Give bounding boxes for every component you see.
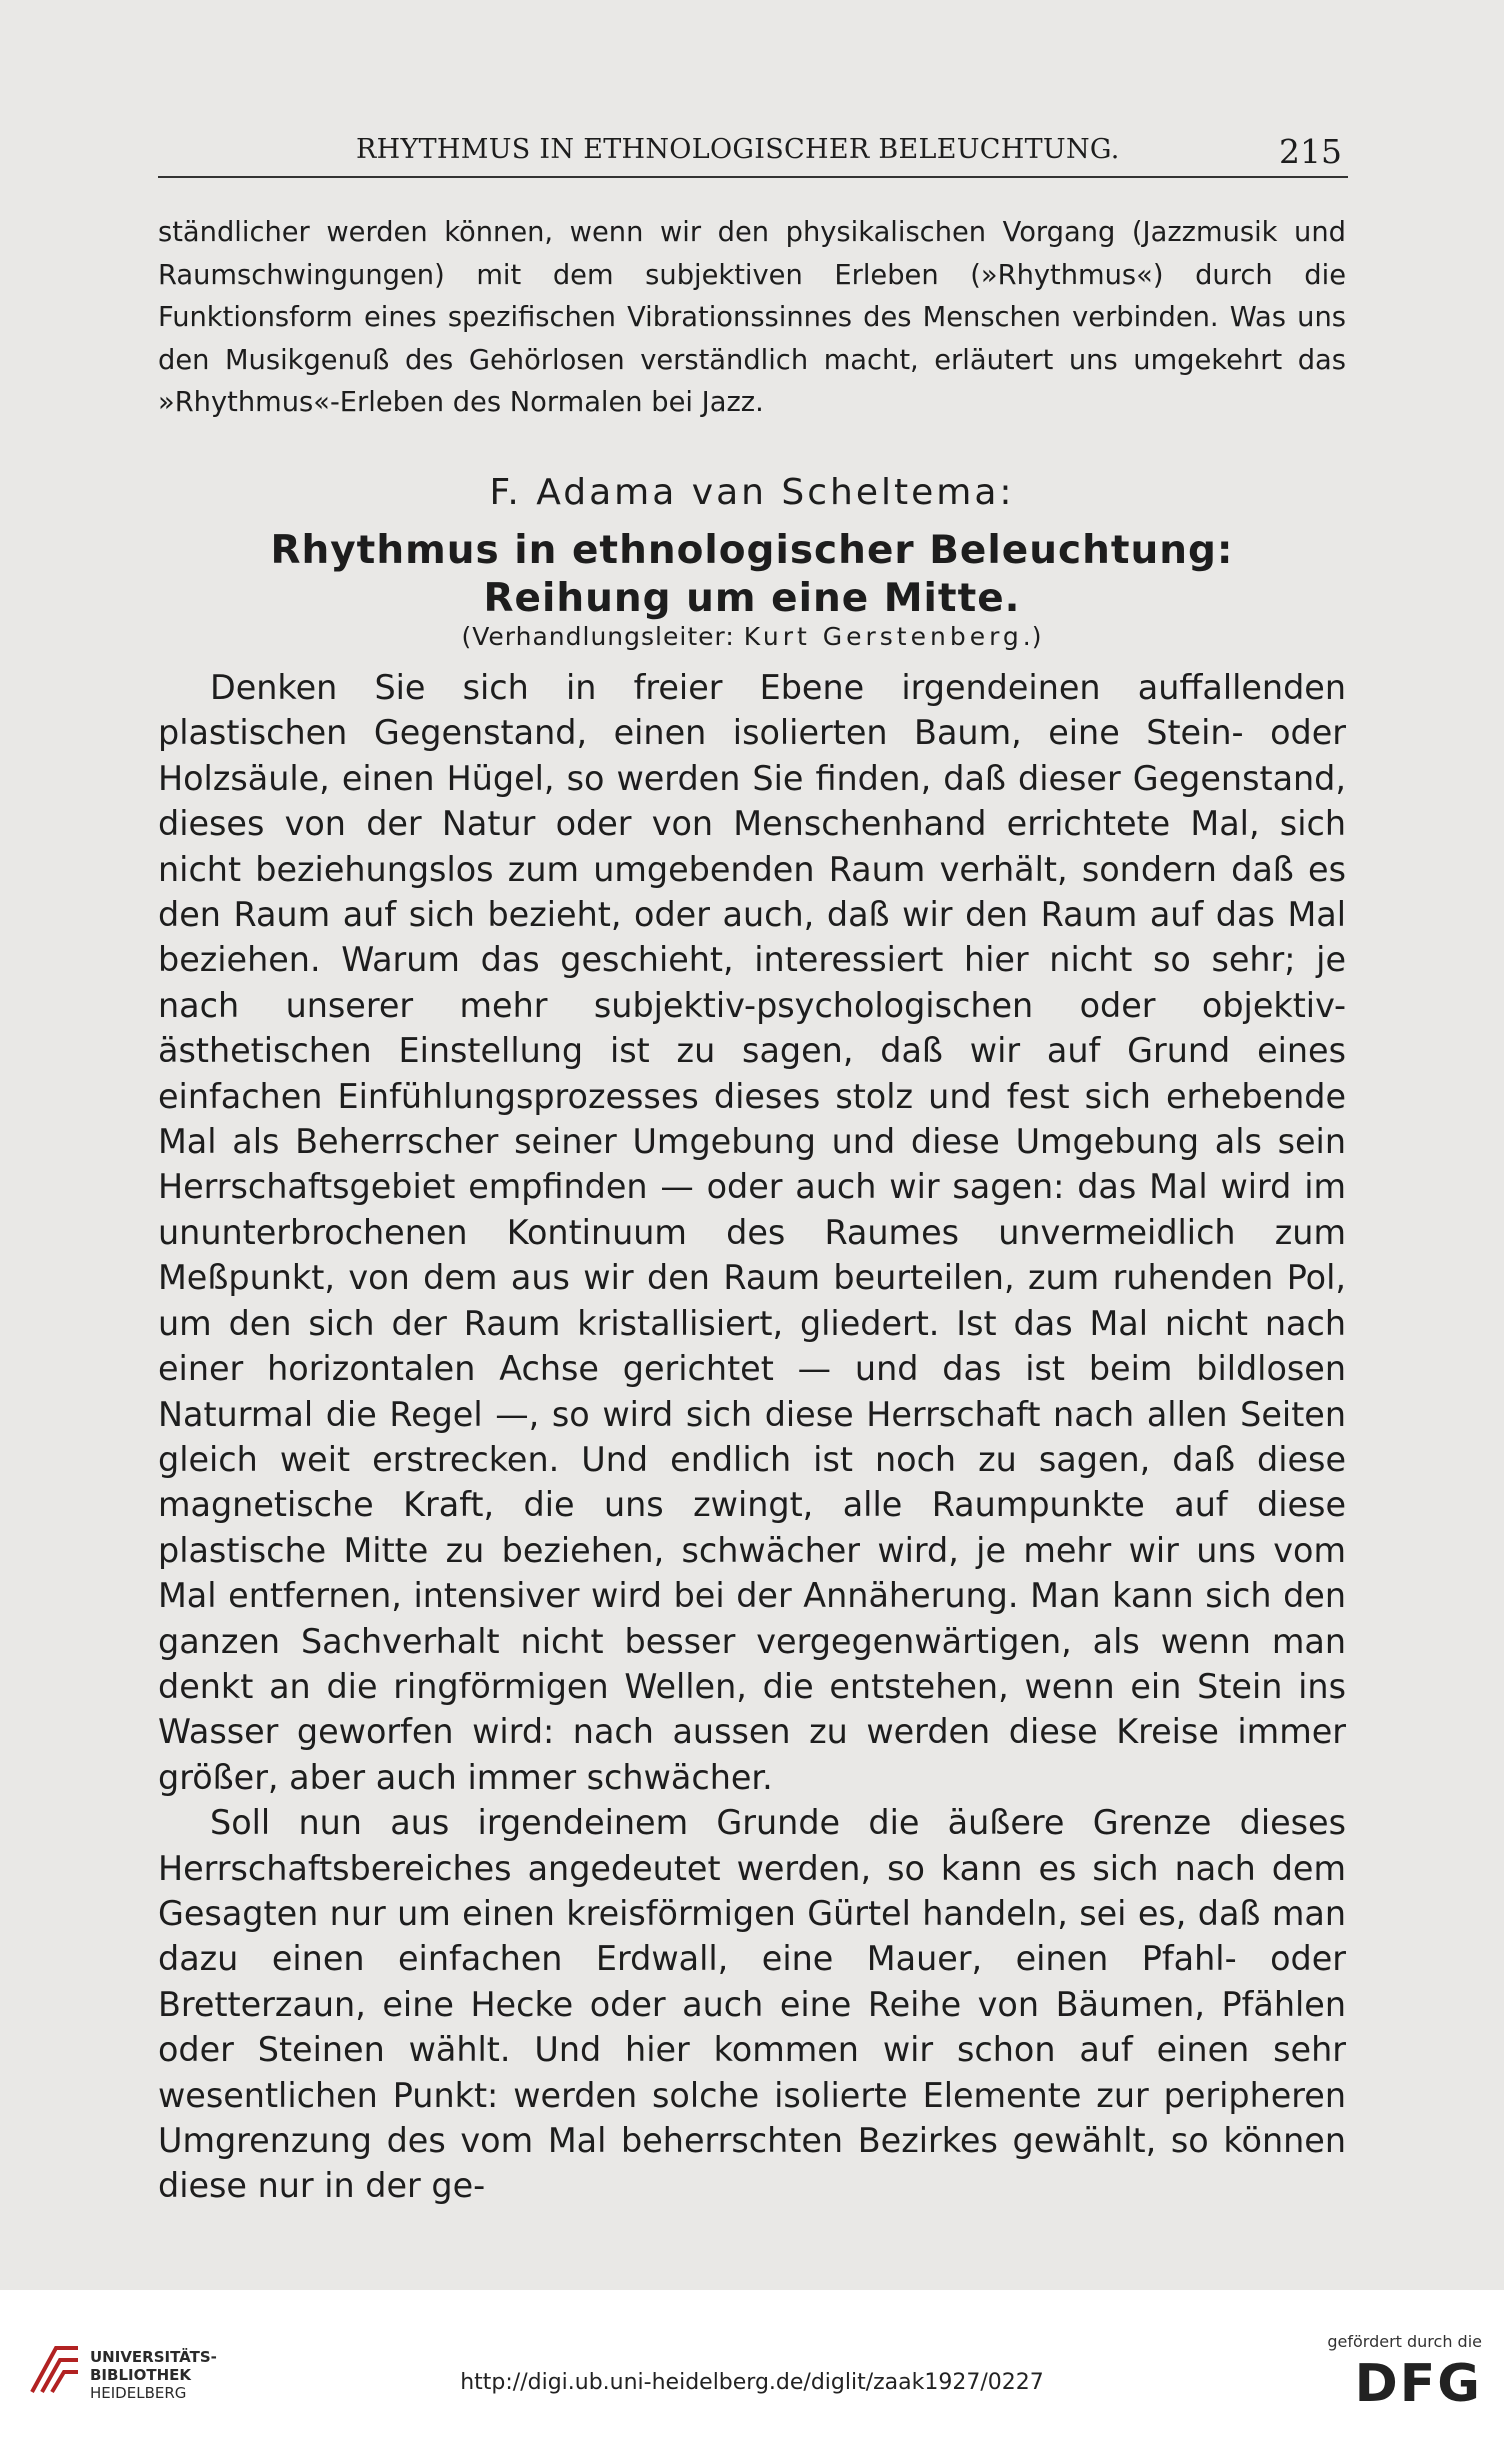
permalink-url[interactable]: http://digi.ub.uni-heidelberg.de/diglit/zaak1927/0227 bbox=[460, 2370, 1044, 2395]
article-body bbox=[158, 665, 1346, 2209]
session-chair bbox=[0, 622, 1504, 651]
intro-text: ständlicher werden können, wenn wir den physikalischen Vorgang (Jazzmusik und Raumschwingungen) mit dem subjektiven Erleben (»Rhythmus«) durch die Funktionsform eines spezifischen Vibrationssinnes des Menschen verbinden. Was uns den Musikgenuß des Gehörlosen verständlich macht, erläutert uns umgekehrt das »Rhythmus«-Erleben des Normalen bei Jazz. bbox=[158, 217, 1346, 418]
paragraph-2: Soll nun aus irgendeinem Grunde die äußere Grenze dieses Herrschaftsbereiches angedeutet werden, so kann es sich nach dem Gesagten nur um einen kreisförmigen Gürtel handeln, sei es, daß man dazu einen einfachen Erdwall, eine Mauer, einen Pfahl- oder Bretterzaun, eine Hecke oder auch eine Reihe von Bäumen, Pfählen oder Steinen wählt. Und hier kommen wir schon auf einen sehr wesentlichen Punkt: werden solche isolierte Elemente zur peripheren Umgrenzung des vom Mal beherrschten Bezirkes gewählt, so können diese nur in der ge- bbox=[158, 1803, 1346, 2206]
article-title-line1: Rhythmus in ethnologischer Beleuchtung: bbox=[270, 528, 1234, 573]
article-author: F. Adama van Scheltema: bbox=[489, 472, 1015, 513]
chair-close: .) bbox=[1022, 622, 1043, 651]
library-line2: BIBLIOTHEK bbox=[90, 2366, 191, 2384]
header-rule bbox=[158, 176, 1348, 178]
chair-name: Kurt Gerstenberg bbox=[743, 622, 1023, 651]
running-title: RHYTHMUS IN ETHNOLOGISCHER BELEUCHTUNG. bbox=[356, 134, 1120, 165]
paragraph-1: Denken Sie sich in freier Ebene irgendeinen auffallenden plastischen Gegenstand, einen isolierten Baum, eine Stein- oder Holzsäule, einen Hügel, so werden Sie finden, daß dieser Gegenstand, dieses von der Natur oder von Menschenhand errichtete Mal, sich nicht beziehungslos zum umgebenden Raum verhält, sondern daß es den Raum auf sich bezieht, oder auch, daß wir den Raum auf das Mal beziehen. Warum das geschieht, interessiert hier nicht so sehr; je nach unserer mehr subjektiv-psychologischen oder objektiv-ästhetischen Einstellung ist zu sagen, daß wir auf Grund eines einfachen Einfühlungsprozesses dieses stolz und fest sich erhebende Mal als Beherrscher seiner Umgebung und diese Umgebung als sein Herrschaftsgebiet empfinden — oder auch wir sagen: das Mal wird im ununterbrochenen Kontinuum des Raumes unvermeidlich zum Meßpunkt, von dem aus wir den Raum beurteilen, zum ruhenden Pol, um den sich der Raum kristallisiert, gliedert. Ist das Mal nicht nach einer horizontalen Achse gerichtet — und das ist beim bildlosen Naturmal die Regel —, so wird sich diese Herrschaft nach allen Seiten gleich weit erstrecken. Und endlich ist noch zu sagen, daß diese magnetische Kraft, die uns zwingt, alle Raumpunkte auf diese plastische Mitte zu beziehen, schwächer wird, je mehr wir uns vom Mal entfernen, intensiver wird bei der Annäherung. Man kann sich den ganzen Sachverhalt nicht besser vergegenwärtigen, als wenn man denkt an die ringförmigen Wellen, die entstehen, wenn ein Stein ins Wasser geworfen wird: nach aussen zu werden diese Kreise immer größer, aber auch immer schwächer. bbox=[158, 668, 1346, 1797]
page-number: 215 bbox=[1279, 132, 1342, 171]
running-head bbox=[158, 128, 1348, 178]
library-line3: HEIDELBERG bbox=[90, 2384, 187, 2402]
chair-open: (Verhandlungsleiter: bbox=[461, 622, 744, 651]
dfg-logo: DFG bbox=[1354, 2354, 1482, 2414]
footer-bar bbox=[0, 2290, 1504, 2450]
library-line1: UNIVERSITÄTS- bbox=[90, 2348, 217, 2366]
article-title-line2: Reihung um eine Mitte. bbox=[483, 576, 1021, 621]
intro-paragraph bbox=[158, 212, 1346, 425]
funded-by-label: gefördert durch die bbox=[1327, 2332, 1482, 2351]
